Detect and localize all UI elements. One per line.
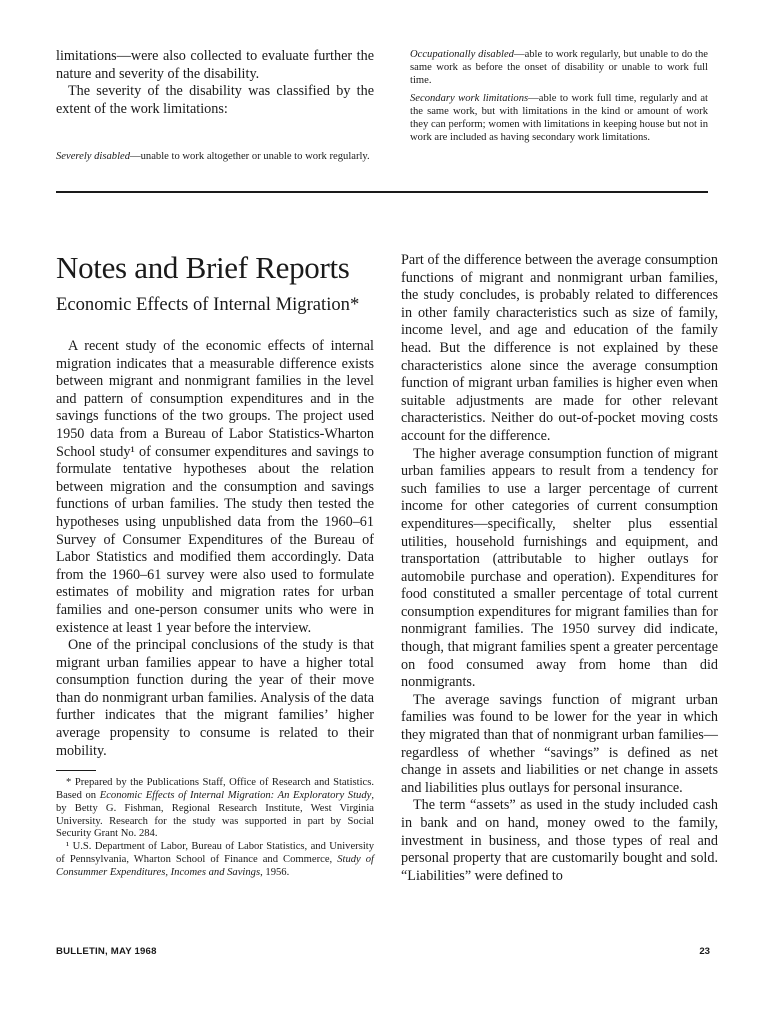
continuation-paragraph: limitations—were also collected to evaluate further the nature and severity of the disability. xyxy=(56,48,374,82)
footnote-text: , 1956. xyxy=(260,866,290,878)
article-right-column xyxy=(401,252,718,885)
severity-paragraph: The severity of the disability was classified by the extent of the work limitations: xyxy=(56,83,374,117)
definition-secondary-limitations xyxy=(410,92,708,145)
body-paragraph: The average savings function of migrant urban families was found to be lower for the year in which they migrated than that of nonmigrant urban families—regardless of whether “savings” is defined as net change in assets and liabilities or net change in assets and liabilities plus outlays for personal insurance. xyxy=(401,691,718,796)
definition-text: —able to work regularly, but unable to do the same work as before the onset of disability or unable to work full time. xyxy=(410,49,709,87)
footnote-star xyxy=(56,777,374,841)
footnote-one xyxy=(56,841,374,879)
section-title: Notes and Brief Reports xyxy=(56,250,350,285)
definition-term: Occupationally disabled xyxy=(410,49,514,60)
footnote-divider xyxy=(56,770,96,771)
definition-term: Secondary work limitations xyxy=(410,92,529,104)
footer-publication: BULLETIN, MAY 1968 xyxy=(56,946,157,957)
footnote-source-title: Economic Effects of Internal Migration: An Exploratory Study xyxy=(99,790,372,802)
footnote-source-title: Study of Consummer Expenditures, Incomes and Savings xyxy=(56,854,374,878)
body-paragraph: The term “assets” as used in the study included cash in bank and on hand, money owed to the family, investment in business, and those types of real and personal property that are customarily bought and sold. “Liabilities” were defined to xyxy=(401,797,718,884)
article-left-column xyxy=(56,250,374,880)
section-divider xyxy=(56,191,708,193)
footer-page-number: 23 xyxy=(699,946,710,957)
definition-text: —able to work full time, regularly and at the same work, but with limitations in the kind or amount of work they can perform; women with limitations in keeping house but not in work are included as having secondary work limitations. xyxy=(410,92,708,144)
definition-text: —unable to work altogether or unable to work regularly. xyxy=(130,151,370,163)
footnote-text: ¹ U.S. Department of Labor, Bureau of Labor Statistics, and University of Pennsylvania, Wharton School of Finance and Commerce, xyxy=(56,841,374,866)
footnote-text: * Prepared by the Publications Staff, Office of Research and Statistics. Based on xyxy=(56,777,374,802)
article-subtitle: Economic Effects of Internal Migration* xyxy=(56,294,360,315)
body-paragraph: The higher average consumption function of migrant urban families appears to result from a tendency for such families to use a larger percentage of current income for other categories of current consumption expenditures—specifically, shelter plus essential utilities, household furnishings and equipment, and transportation (attributable to higher outlays for automobile purchase and operation). Expenditures for food constituted a smaller percentage of total current consumption expenditures for migrant families than for nonmigrant families. The 1950 survey did indicate, though, that migrant families spent a greater percentage on food consumed away from home than did nonmigrants. xyxy=(401,445,718,691)
body-paragraph: A recent study of the economic effects of internal migration indicates that a measurable difference exists between migrant and nonmigrant families in the level and pattern of consumption expenditures and in the savings functions of the two groups. The project used 1950 data from a Bureau of Labor Statistics-Wharton School study¹ of consumer expenditures and savings to formulate tentative hypotheses about the relation between migration and the consumption and savings functions of urban families. The study then tested the hypotheses using unpublished data from the 1960–61 Survey of Consumer Expenditures of the Bureau of Labor Statistics and modified them accordingly. Data from the 1960–61 survey were also used to formulate estimates of mobility and migration rates for urban families and one-person consumer units who were in existence at least 1 year before the interview. xyxy=(56,338,374,636)
definition-occupationally-disabled xyxy=(410,48,708,88)
top-right-column xyxy=(410,48,708,144)
footnote-text: , by Betty G. Fishman, Regional Research Institute, West Virginia University. Research for the study was supported in part by Social Security Grant No. 284. xyxy=(56,790,375,840)
definition-term: Severely disabled xyxy=(56,151,131,163)
body-paragraph: One of the principal conclusions of the study is that migrant urban families appear to have a higher total consumption function during the year of their move than do nonmigrant urban families. Analysis of the data further indicates that the migrant families’ higher average propensity to consume is related to their mobility. xyxy=(56,637,374,759)
definition-severely-disabled xyxy=(56,150,374,163)
body-paragraph: Part of the difference between the average consumption functions of migrant and nonmigrant urban families, the study concludes, is probably related to differences in other family characteristics such as size of family, income level, and age and education of the family head. But the difference is not explained by these characteristics alone since the average consumption function of migrant urban families is higher even when suitable adjustments are made for other relevant characteristics. Neither do out-of-pocket moving costs account for the difference. xyxy=(401,252,718,444)
top-left-column xyxy=(56,48,374,164)
